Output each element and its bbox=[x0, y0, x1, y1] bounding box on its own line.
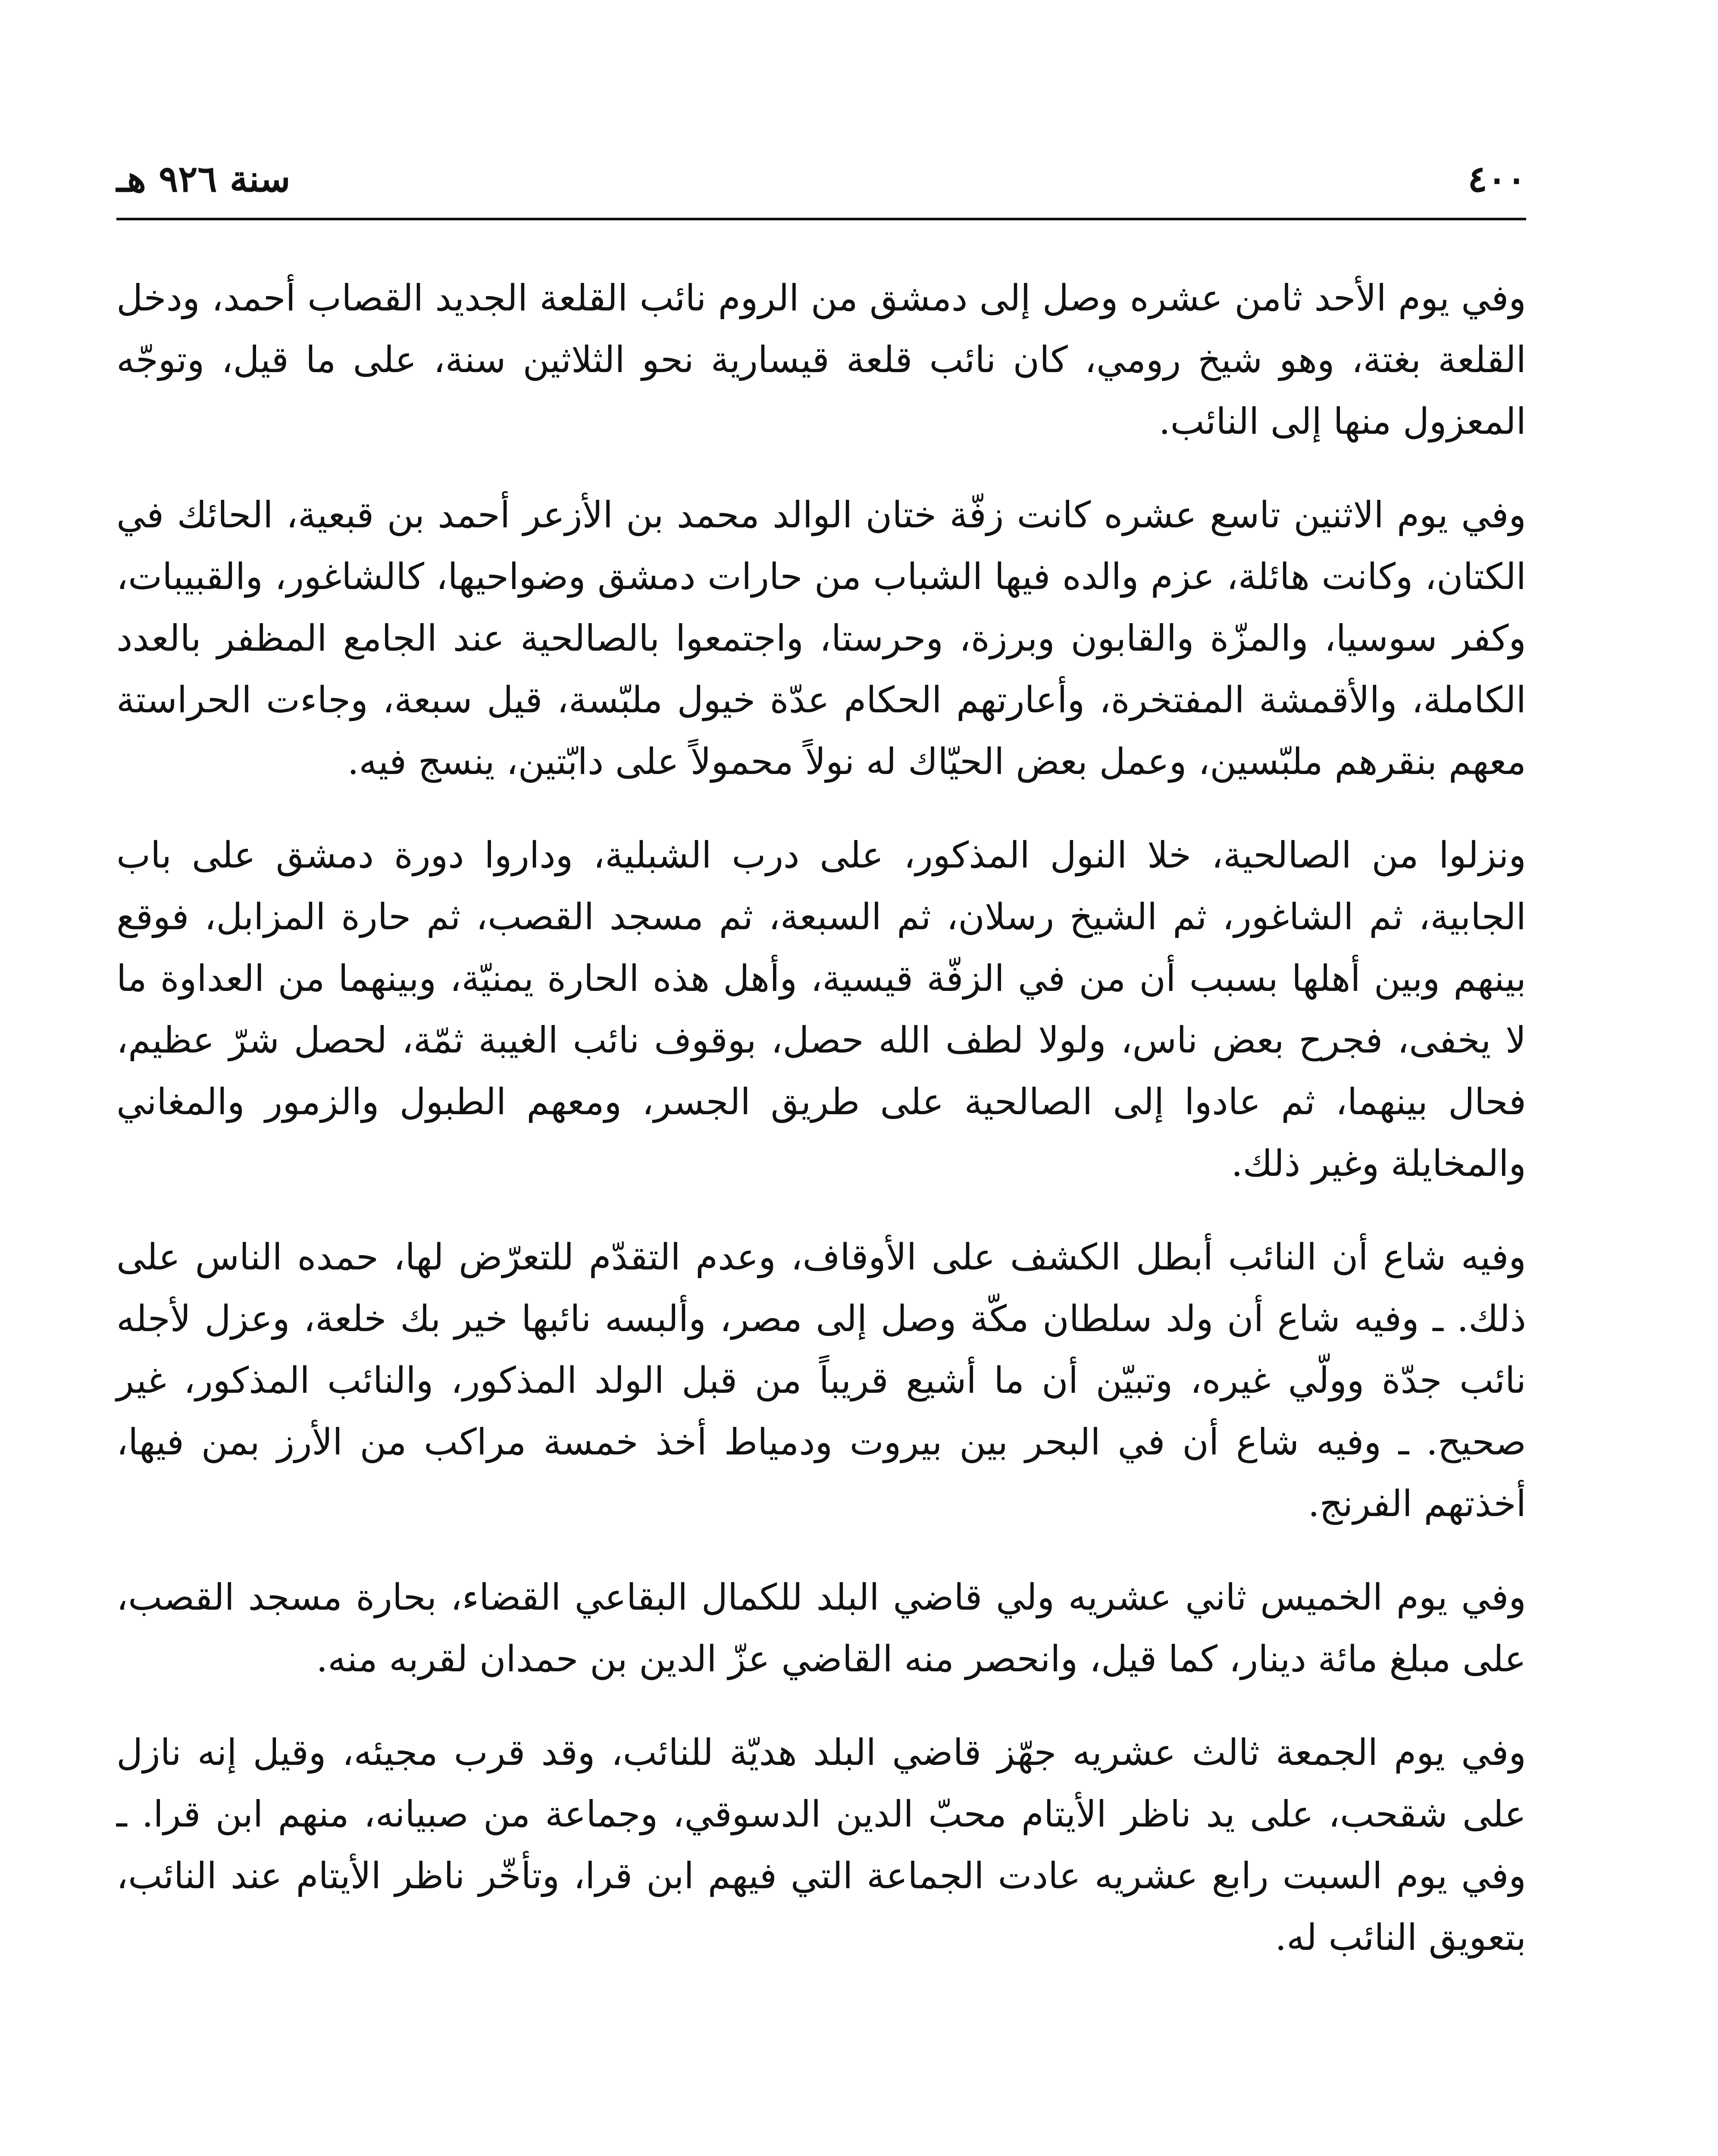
running-header bbox=[116, 153, 1526, 218]
header-rule bbox=[116, 218, 1526, 220]
body-text bbox=[116, 267, 1526, 1968]
paragraph: وفي يوم الجمعة ثالث عشريه جهّز قاضي البلد هديّة للنائب، وقد قرب مجيئه، وقيل إنه نازل على شقحب، على يد ناظر الأيتام محبّ الدين الدسوقي، وجماعة من صبيانه، منهم ابن قرا. ـ وفي يوم السبت رابع عشريه عادت الجماعة التي فيهم ابن قرا، وتأخّر ناظر الأيتام عند النائب، بتعويق النائب له. bbox=[116, 1731, 1526, 1959]
paragraph: وفي يوم الخميس ثاني عشريه ولي قاضي البلد للكمال البقاعي القضاء، بحارة مسجد القصب، على مبلغ مائة دينار، كما قيل، وانحصر منه القاضي عزّ الدين بن حمدان لقربه منه. bbox=[116, 1576, 1526, 1680]
paragraph: ونزلوا من الصالحية، خلا النول المذكور، على درب الشبلية، وداروا دورة دمشق على باب الجابية، ثم الشاغور، ثم الشيخ رسلان، ثم السبعة، ثم مسجد القصب، ثم حارة المزابل، فوقع بينهم وبين أهلها بسبب أن من في الزفّة قيسية، وأهل هذه الحارة يمنيّة، وبينهما من العداوة ما لا يخفى، فجرح بعض ناس، ولولا لطف الله حصل، بوقوف نائب الغيبة ثمّة، لحصل شرّ عظيم، فحال بينهما، ثم عادوا إلى الصالحية على طريق الجسر، ومعهم الطبول والزمور والمغاني والمخايلة وغير ذلك. bbox=[116, 834, 1526, 1185]
paragraph: وفيه شاع أن النائب أبطل الكشف على الأوقاف، وعدم التقدّم للتعرّض لها، حمده الناس على ذلك. ـ وفيه شاع أن ولد سلطان مكّة وصل إلى مصر، وألبسه نائبها خير بك خلعة، وعزل لأجله نائب جدّة وولّي غيره، وتبيّن أن ما أشيع قريباً من قبل الولد المذكور، والنائب المذكور، غير صحيح. ـ وفيه شاع أن في البحر بين بيروت ودمياط أخذ خمسة مراكب من الأرز بمن فيها، أخذتهم الفرنج. bbox=[116, 1236, 1526, 1525]
year-label: سنة ٩٢٦ هـ bbox=[116, 157, 291, 200]
paragraph: وفي يوم الأحد ثامن عشره وصل إلى دمشق من الروم نائب القلعة الجديد القصاب أحمد، ودخل القلعة بغتة، وهو شيخ رومي، كان نائب قلعة قيسارية نحو الثلاثين سنة، على ما قيل، وتوجّه المعزول منها إلى النائب. bbox=[116, 277, 1526, 442]
page-number: ٤٠٠ bbox=[1468, 157, 1526, 200]
paragraph: وفي يوم الاثنين تاسع عشره كانت زفّة ختان الوالد محمد بن الأزعر أحمد بن قبعية، الحائك في الكتان، وكانت هائلة، عزم والده فيها الشباب من حارات دمشق وضواحيها، كالشاغور، والقبيبات، وكفر سوسيا، والمزّة والقابون وبرزة، وحرستا، واجتمعوا بالصالحية عند الجامع المظفر بالعدد الكاملة، والأقمشة المفتخرة، وأعارتهم الحكام عدّة خيول ملبّسة، قيل سبعة، وجاءت الحراستة معهم بنقرهم ملبّسين، وعمل بعض الحيّاك له نولاً محمولاً على دابّتين، ينسج فيه. bbox=[116, 494, 1526, 783]
